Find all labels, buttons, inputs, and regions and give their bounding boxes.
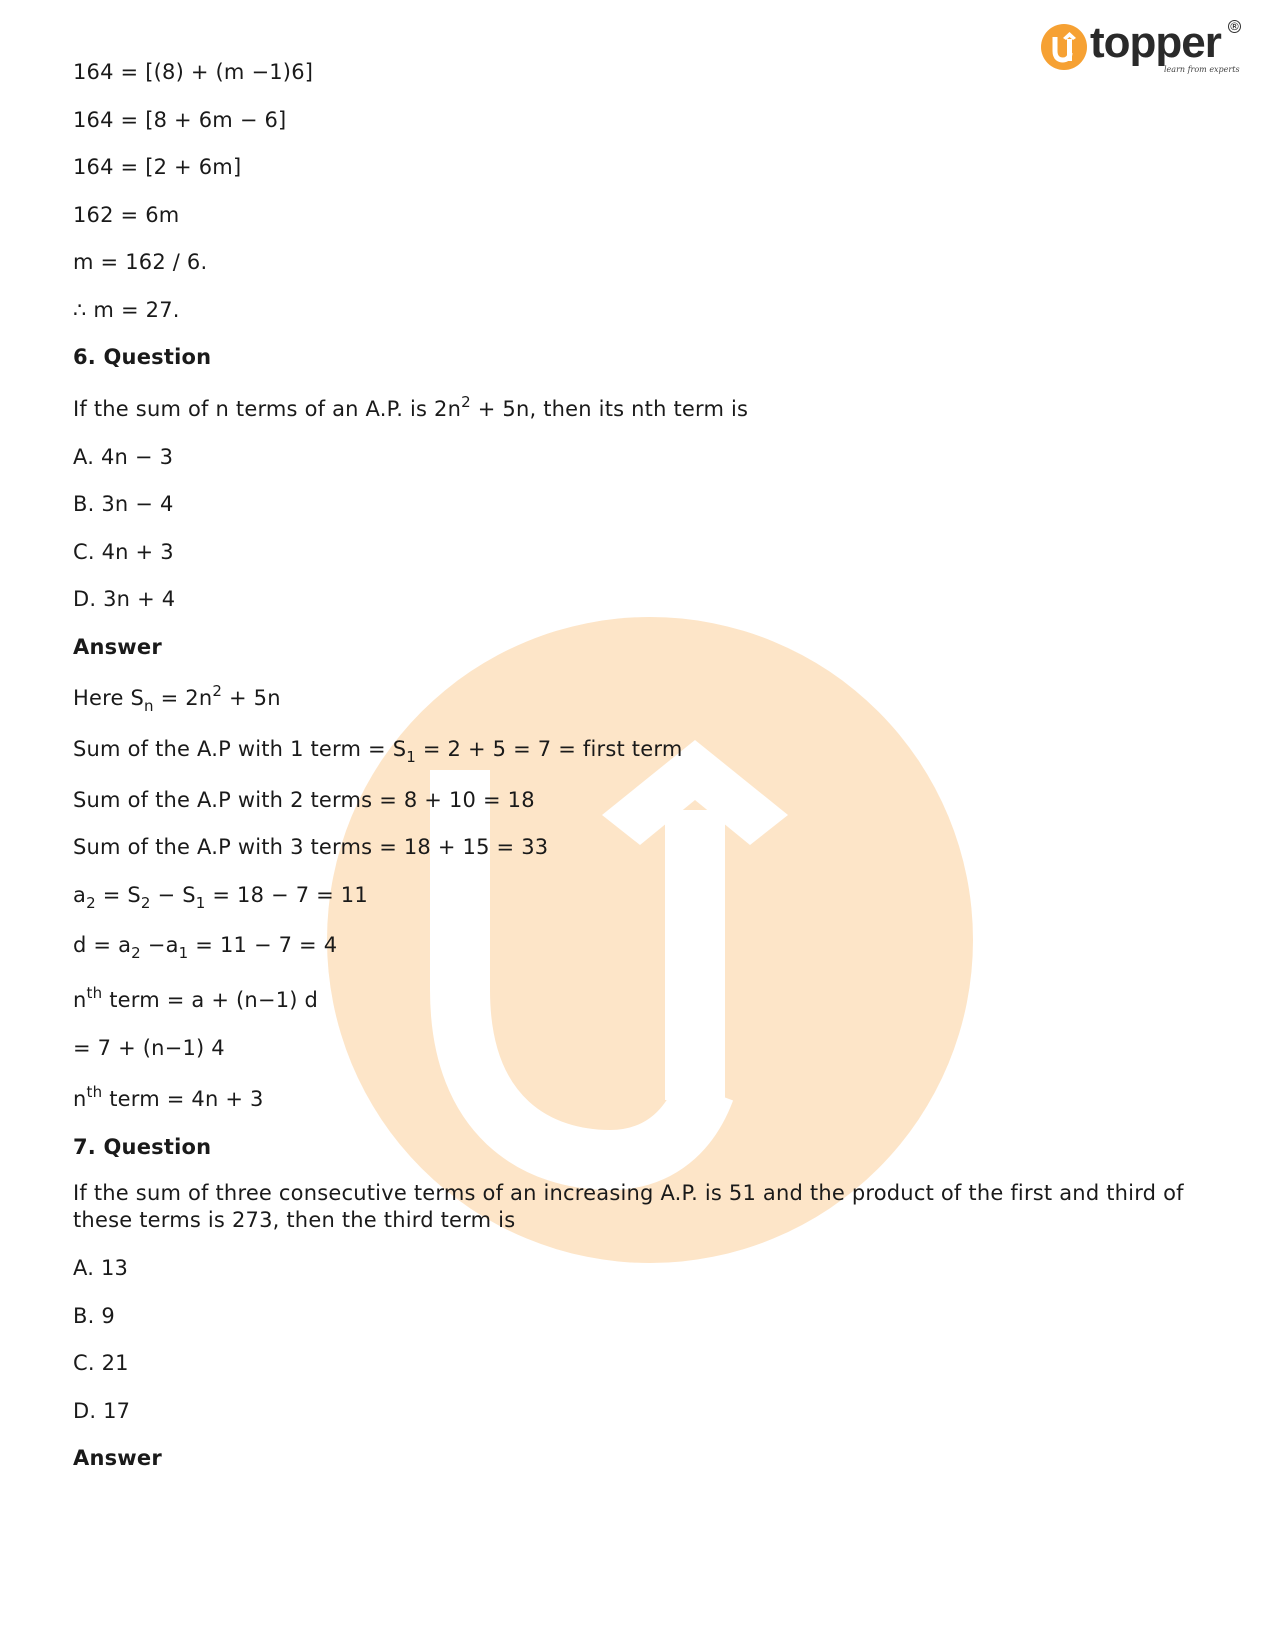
option-b: B. 9 <box>73 1304 115 1328</box>
answer-heading: Answer <box>73 1446 162 1470</box>
option-a: A. 4n − 3 <box>73 445 174 469</box>
solution-step: Sum of the A.P with 2 terms = 8 + 10 = 18 <box>73 788 535 812</box>
u-logo-icon <box>1040 23 1088 71</box>
solution-step: $d = a_2 -a_1 = 11 - 7 = 4$ <box>73 933 338 962</box>
option-d: D. 3n + 4 <box>73 587 176 611</box>
logo-wordmark: topper <box>1090 18 1221 67</box>
watermark-logo <box>310 600 990 1280</box>
question-text: If the sum of three consecutive terms of an increasing A.P. is 51 and the product of the first and third of these terms is 273, then the third term is <box>73 1181 1184 1232</box>
solution-step: m = 162 / 6. <box>73 250 208 274</box>
solution-step: Sum of the A.P with 3 terms = 18 + 15 = 33 <box>73 835 549 859</box>
solution-step: $n^{th}$ term = a + (n−1) d <box>73 984 319 1012</box>
solution-step: $n^{th}$ term = 4n + 3 <box>73 1083 264 1111</box>
option-c: C. 4n + 3 <box>73 540 174 564</box>
brand-logo <box>1040 20 1240 80</box>
answer-heading: Answer <box>73 635 162 659</box>
option-b: B. 3n − 4 <box>73 492 174 516</box>
solution-step: = 7 + (n−1) 4 <box>73 1036 225 1060</box>
registered-mark: ® <box>1229 20 1240 33</box>
question-heading: 6. Question <box>73 345 212 369</box>
solution-step: Here $S_n = 2n^2 + 5n$ <box>73 682 281 715</box>
solution-step: ∴ m = 27. <box>73 298 180 322</box>
solution-step: 164 = [(8) + (m −1)6] <box>73 60 314 84</box>
solution-step: $a_2 = S_2 - S_1 = 18 - 7 = 11$ <box>73 883 368 912</box>
solution-step: 162 = 6m <box>73 203 180 227</box>
solution-step: Sum of the A.P with 1 term = $S_1 = 2 + 5 = 7$ = first term <box>73 737 683 766</box>
logo-tagline: learn from experts <box>1164 65 1240 74</box>
question-heading: 7. Question <box>73 1135 212 1159</box>
question-text: If the sum of n terms of an A.P. is $2n^2 + 5n$, then its nth term is <box>73 393 749 421</box>
option-c: C. 21 <box>73 1351 129 1375</box>
solution-step: 164 = [2 + 6m] <box>73 155 242 179</box>
solution-step: 164 = [8 + 6m − 6] <box>73 108 287 132</box>
option-d: D. 17 <box>73 1399 131 1423</box>
option-a: A. 13 <box>73 1256 129 1280</box>
